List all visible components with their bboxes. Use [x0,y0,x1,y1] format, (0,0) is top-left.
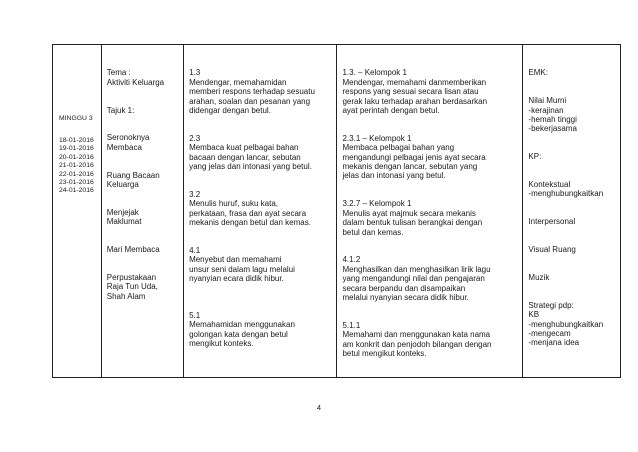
tema-title: Tema : Aktiviti Keluarga [106,68,165,87]
tajuk-item: Perpustakaan Raja Tun Uda, Shah Alam [106,272,158,301]
page-number: 4 [316,403,322,412]
tajuk-item: Mari Membaca [106,245,160,255]
standard-kandungan-item: 2.3 Membaca kuat pelbagai bahan bacaan dengan lancar, sebutan yang jelas dan intonasi yang betul. [189,133,312,172]
emk-heading: EMK: [528,68,548,78]
week-dates: 18-01-2016 19-01-2016 20-01-2016 21-01-2016 22-01-2016 23-01-2016 24-01-2016 [59,137,94,195]
standard-pembelajaran-item: 4.1.2 Menghasilkan dan menghasilkan lirik lagu yang mengandungi nilai dan pengajaran secara berpandu dan disampaikan melalui nyanyian secara didik hibur. [342,255,491,302]
kp-heading: KP: [528,152,542,162]
tajuk-item: Seronoknya Membaca [106,133,150,152]
standard-pembelajaran-item: 5.1.1 Memahami dan menggunakan kata nama am konkrit dan penjodoh bilangan dengan betul mengikut konteks. [342,320,492,358]
standard-kandungan-item: 5.1 Memahamidan menggunakan golongan kata dengan betul mengikut konteks. [189,310,295,349]
strategi-pdp: Strategi pdp: KB -menghubungkaitkan -mengecam -menjana idea [528,300,604,348]
emk-cell [523,45,621,378]
week-cell [53,45,102,378]
tajuk-item: Menjejak Maklumat [106,207,142,227]
tajuk-label: Tajuk 1: [106,105,135,115]
lesson-plan-table [52,44,621,378]
table-row [53,45,621,378]
kp-item: Visual Ruang [528,245,576,255]
standard-kandungan-item: 4.1 Menyebut dan memahami unsur seni dalam lagu melalui nyanyian ecara didik hibur. [189,245,295,284]
emk-item: Nilai Murni -kerajinan -hemah tinggi -bekerjasama [528,96,577,134]
week-label: MINGGU 3 [59,115,93,122]
tajuk-item: Ruang Bacaan Keluarga [106,170,160,190]
standard-kandungan-item: 1.3 Mendengar, memahamidan memberi respons terhadap sesuatu arahan, soalan dan pesanan yang didengar dengan betul. [189,68,315,116]
standard-pembelajaran-item: 3.2.7 – Kelompok 1 Menulis ayat majmuk secara mekanis dalam bentuk tulisan berangkai dengan betul dan kemas. [342,199,483,237]
standard-kandungan-item: 3.2 Menulis huruf, suku kata, perkataan, frasa dan ayat secara mekanis dengan betul dan kemas. [189,189,311,228]
kp-item: Muzik [528,272,550,282]
standard-kandungan-cell [184,45,337,378]
kp-item: Kontekstual -menghubungkaitkan [528,180,604,199]
standard-pembelajaran-item: 1.3. – Kelompok 1 Mendengar, memahami danmemberikan respons yang sesuai secara lisan atau gerak laku terhadap arahan berdasarkan ayat perintah dengan betul. [342,68,488,116]
standard-pembelajaran-item: 2.3.1 – Kelompok 1 Membaca pelbagai bahan yang mengandungi pelbagai jenis ayat secara mekanis dengan lancar, sebutan yang jelas dan intonasi yang betul. [342,133,486,181]
standard-pembelajaran-cell [337,45,523,378]
tema-cell [101,45,183,378]
kp-item: Interpersonal [528,217,576,227]
